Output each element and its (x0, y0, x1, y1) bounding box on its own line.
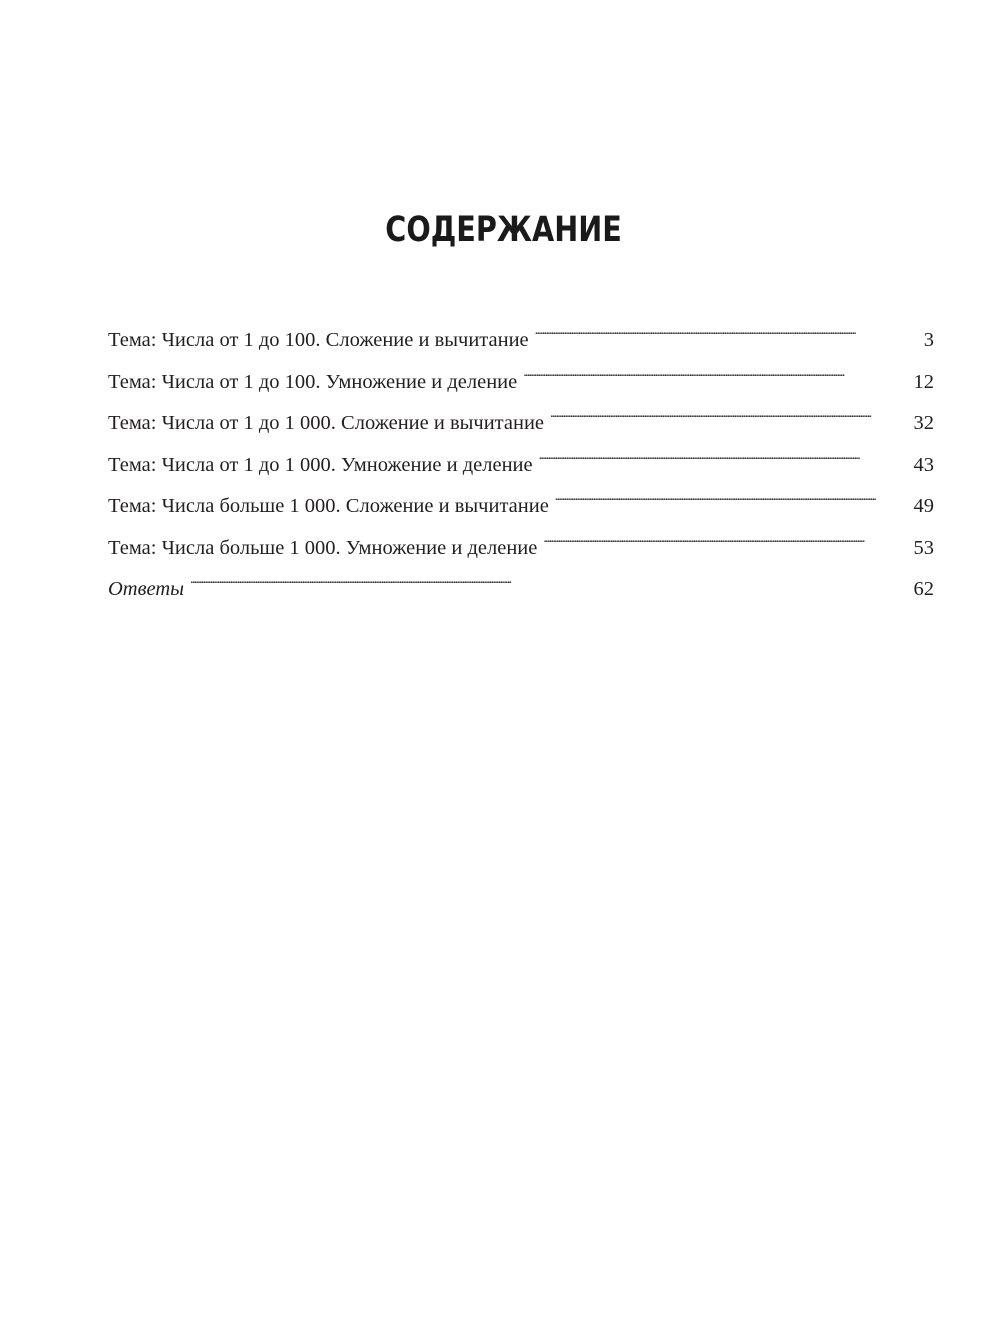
dot-leader (190, 565, 905, 595)
toc-page-number: 32 (913, 412, 934, 434)
page-title: СОДЕРЖАНИЕ (385, 210, 622, 250)
toc-page-number: 53 (913, 536, 934, 559)
table-of-contents (108, 316, 934, 607)
dot-leader (543, 524, 905, 554)
toc-page-number: 62 (913, 578, 934, 600)
toc-entry-answers[interactable] (108, 565, 934, 607)
dot-leader (539, 441, 906, 471)
toc-entry-label: Тема: Числа от 1 до 100. Умножение и деление (108, 370, 518, 393)
toc-page-number: 49 (913, 495, 934, 517)
dot-leader (550, 399, 905, 429)
toc-entry-label: Ответы (108, 578, 185, 600)
dot-leader (523, 358, 905, 388)
toc-entry[interactable] (108, 441, 934, 483)
toc-page-number: 43 (913, 453, 934, 476)
toc-entry-label: Тема: Числа от 1 до 100. Сложение и вычитание (108, 329, 529, 351)
toc-entry-label: Тема: Числа от 1 до 1 000. Сложение и вычитание (108, 412, 545, 434)
toc-entry[interactable] (108, 524, 934, 566)
toc-page-number: 3 (923, 329, 934, 351)
toc-entry-label: Тема: Числа больше 1 000. Умножение и деление (108, 536, 538, 559)
toc-page-number: 12 (913, 370, 934, 393)
toc-entry[interactable] (108, 482, 934, 524)
toc-entry[interactable] (108, 399, 934, 441)
dot-leader (555, 482, 906, 512)
toc-entry[interactable] (108, 358, 934, 400)
toc-entry-label: Тема: Числа больше 1 000. Сложение и вычитание (108, 495, 549, 517)
toc-entry-label: Тема: Числа от 1 до 1 000. Умножение и деление (108, 453, 533, 476)
dot-leader (535, 316, 908, 346)
toc-entry[interactable] (108, 316, 934, 358)
